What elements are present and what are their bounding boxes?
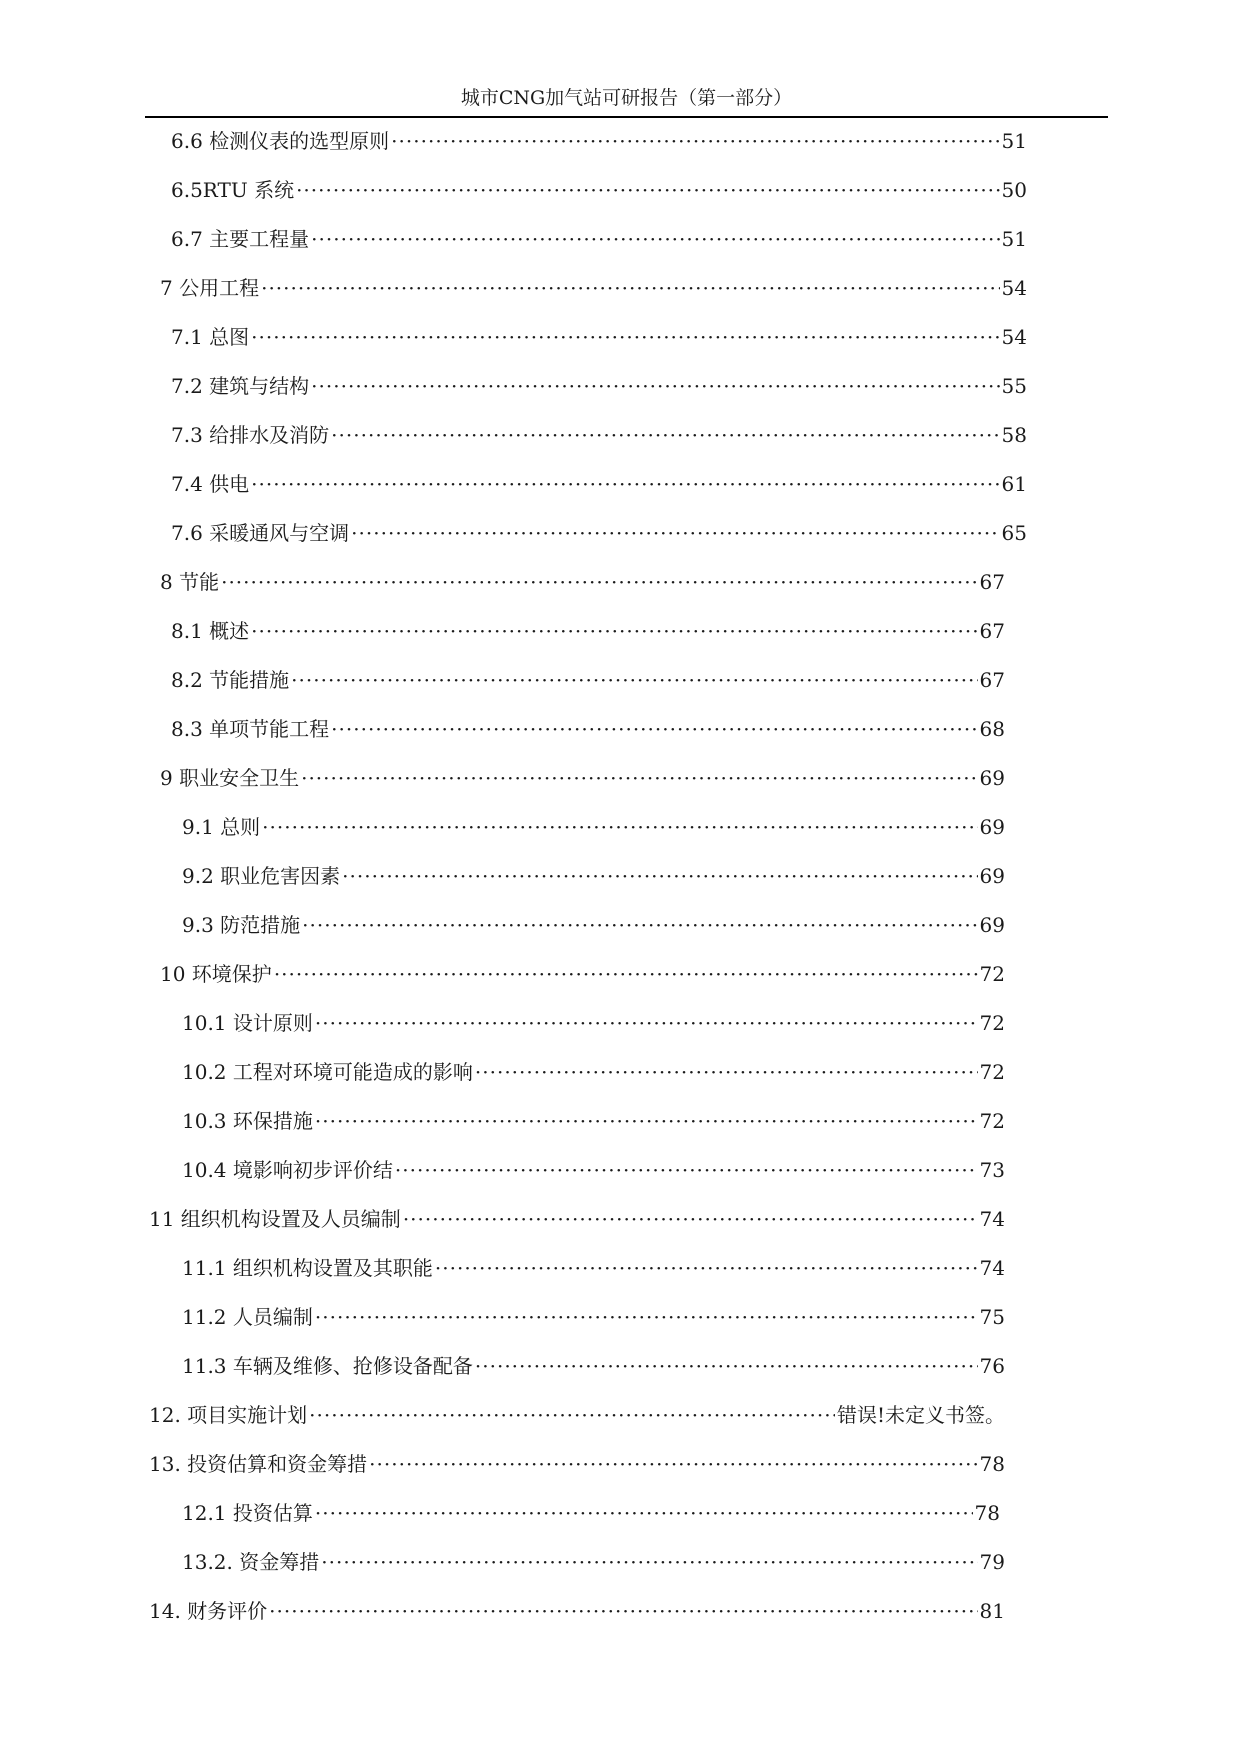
toc-leader	[311, 371, 999, 401]
toc-entry-label: 8.2 节能措施	[171, 668, 290, 692]
toc-entry-page: 73	[979, 1158, 1005, 1182]
toc-entry-label: 11 组织机构设置及人员编制	[149, 1207, 401, 1231]
toc-entry-page: 72	[979, 1109, 1005, 1133]
toc-entry-label: 8.3 单项节能工程	[171, 717, 330, 741]
toc-entry-11[interactable]	[149, 1204, 1005, 1234]
toc-entry-label: 13. 投资估算和资金筹措	[149, 1452, 368, 1476]
toc-leader	[475, 1057, 978, 1087]
toc-entry-label: 6.6 检测仪表的选型原则	[171, 129, 390, 153]
toc-leader	[331, 714, 977, 744]
toc-leader	[315, 1498, 973, 1528]
header-title: 城市CNG加气站可研报告（第一部分）	[460, 87, 793, 109]
toc-entry-page: 67	[979, 668, 1005, 692]
toc-entry-label: 7.2 建筑与结构	[171, 374, 310, 398]
toc-entry-page: 50	[1001, 178, 1027, 202]
toc-entry-10-4[interactable]	[182, 1155, 1005, 1185]
toc-entry-page: 67	[979, 619, 1005, 643]
toc-entry-9[interactable]	[160, 763, 1005, 793]
toc-entry-page: 78	[974, 1501, 1000, 1525]
toc-entry-7-2[interactable]	[171, 371, 1027, 401]
toc-leader	[301, 763, 977, 793]
toc-entry-page: 78	[979, 1452, 1005, 1476]
toc-leader	[302, 910, 977, 940]
toc-leader	[351, 518, 999, 548]
toc-entry-7-4[interactable]	[171, 469, 1027, 499]
toc-leader	[391, 126, 999, 156]
toc-leader	[315, 1008, 978, 1038]
toc-entry-10[interactable]	[160, 959, 1005, 989]
toc-entry-7[interactable]	[160, 273, 1027, 303]
toc-entry-label: 10 环境保护	[160, 962, 272, 986]
toc-entry-9-1[interactable]	[182, 812, 1005, 842]
toc-entry-11-2[interactable]	[182, 1302, 1005, 1332]
toc-leader	[311, 224, 999, 254]
toc-entry-label: 7.4 供电	[171, 472, 250, 496]
toc-entry-page: 51	[1001, 129, 1027, 153]
toc-entry-label: 9.2 职业危害因素	[182, 864, 341, 888]
toc-entry-label: 12.1 投资估算	[182, 1501, 313, 1525]
toc-entry-label: 7.1 总图	[171, 325, 250, 349]
toc-entry-13-2[interactable]	[182, 1547, 1005, 1577]
toc-entry-13[interactable]	[149, 1449, 1005, 1479]
toc-leader	[475, 1351, 978, 1381]
toc-entry-page: 69	[979, 815, 1005, 839]
toc-entry-8-3[interactable]	[171, 714, 1005, 744]
toc-entry-7-1[interactable]	[171, 322, 1027, 352]
toc-entry-9-2[interactable]	[182, 861, 1005, 891]
toc-leader	[315, 1106, 978, 1136]
toc-leader	[269, 1596, 977, 1626]
toc-entry-label: 10.3 环保措施	[182, 1109, 313, 1133]
toc-entry-7-6[interactable]	[171, 518, 1027, 548]
toc-entry-page: 55	[1001, 374, 1027, 398]
toc-entry-label: 10.2 工程对环境可能造成的影响	[182, 1060, 473, 1084]
toc-entry-label: 9.1 总则	[182, 815, 261, 839]
toc-entry-12-1[interactable]	[182, 1498, 1000, 1528]
toc-entry-label: 9 职业安全卫生	[160, 766, 300, 790]
toc-entry-page: 76	[979, 1354, 1005, 1378]
toc-leader	[395, 1155, 978, 1185]
toc-entry-label: 9.3 防范措施	[182, 913, 301, 937]
toc-entry-page: 58	[1001, 423, 1027, 447]
toc-entry-page: 65	[1001, 521, 1027, 545]
toc-entry-11-3[interactable]	[182, 1351, 1005, 1381]
toc-leader	[274, 959, 978, 989]
toc-entry-page: 69	[979, 766, 1005, 790]
toc-leader	[251, 322, 999, 352]
toc-leader	[435, 1253, 978, 1283]
toc-leader	[342, 861, 977, 891]
toc-entry-10-1[interactable]	[182, 1008, 1005, 1038]
toc-entry-6-6[interactable]	[171, 126, 1027, 156]
toc-entry-label: 7.3 给排水及消防	[171, 423, 330, 447]
toc-entry-page: 54	[1001, 276, 1027, 300]
toc-entry-page: 51	[1001, 227, 1027, 251]
toc-leader	[221, 567, 977, 597]
toc-entry-page: 68	[979, 717, 1005, 741]
toc-entry-label: 10.1 设计原则	[182, 1011, 313, 1035]
toc-entry-page: 74	[979, 1207, 1005, 1231]
toc-entry-10-3[interactable]	[182, 1106, 1005, 1136]
toc-leader	[309, 1400, 835, 1430]
toc-entry-12[interactable]	[149, 1400, 1005, 1430]
toc-entry-8-2[interactable]	[171, 665, 1005, 695]
toc-leader	[261, 273, 999, 303]
toc-entry-10-2[interactable]	[182, 1057, 1005, 1087]
toc-entry-label: 11.3 车辆及维修、抢修设备配备	[182, 1354, 473, 1378]
toc-leader	[331, 420, 999, 450]
toc-entry-page: 72	[979, 962, 1005, 986]
toc-leader	[262, 812, 977, 842]
toc-entry-label: 10.4 境影响初步评价结	[182, 1158, 393, 1182]
toc-entry-page: 61	[1001, 472, 1027, 496]
toc-entry-page: 72	[979, 1011, 1005, 1035]
toc-leader	[251, 616, 977, 646]
toc-entry-label: 6.5RTU 系统	[171, 178, 295, 202]
toc-entry-14[interactable]	[149, 1596, 1005, 1626]
toc-entry-11-1[interactable]	[182, 1253, 1005, 1283]
toc-entry-label: 12. 项目实施计划	[149, 1403, 308, 1427]
toc-entry-6-5[interactable]	[171, 175, 1027, 205]
toc-entry-label: 8.1 概述	[171, 619, 250, 643]
toc-entry-page: 79	[979, 1550, 1005, 1574]
toc-entry-6-7[interactable]	[171, 224, 1027, 254]
toc-entry-page: 69	[979, 864, 1005, 888]
toc-entry-label: 7.6 采暖通风与空调	[171, 521, 350, 545]
toc-entry-page: 67	[979, 570, 1005, 594]
toc-entry-label: 7 公用工程	[160, 276, 260, 300]
toc-leader	[291, 665, 977, 695]
toc-entry-label: 11.2 人员编制	[182, 1305, 313, 1329]
toc-entry-label: 13.2. 资金筹措	[182, 1550, 320, 1574]
toc-entry-label: 6.7 主要工程量	[171, 227, 310, 251]
toc-entry-page: 72	[979, 1060, 1005, 1084]
toc-entry-page: 81	[979, 1599, 1005, 1623]
toc-leader	[403, 1204, 978, 1234]
toc-entry-9-3[interactable]	[182, 910, 1005, 940]
toc-entry-page: 54	[1001, 325, 1027, 349]
toc-entry-page: 69	[979, 913, 1005, 937]
toc-leader	[251, 469, 999, 499]
toc-leader	[321, 1547, 977, 1577]
toc-entry-7-3[interactable]	[171, 420, 1027, 450]
toc-entry-8[interactable]	[160, 567, 1005, 597]
toc-entry-8-1[interactable]	[171, 616, 1005, 646]
toc-entry-page: 75	[979, 1305, 1005, 1329]
toc-leader	[296, 175, 999, 205]
toc-entry-label: 11.1 组织机构设置及其职能	[182, 1256, 433, 1280]
toc-entry-label: 8 节能	[160, 570, 220, 594]
toc-leader	[315, 1302, 978, 1332]
toc-entry-label: 14. 财务评价	[149, 1599, 268, 1623]
toc-leader	[369, 1449, 977, 1479]
toc-entry-page-error: 错误!未定义书签。	[836, 1403, 1005, 1427]
toc-entry-page: 74	[979, 1256, 1005, 1280]
